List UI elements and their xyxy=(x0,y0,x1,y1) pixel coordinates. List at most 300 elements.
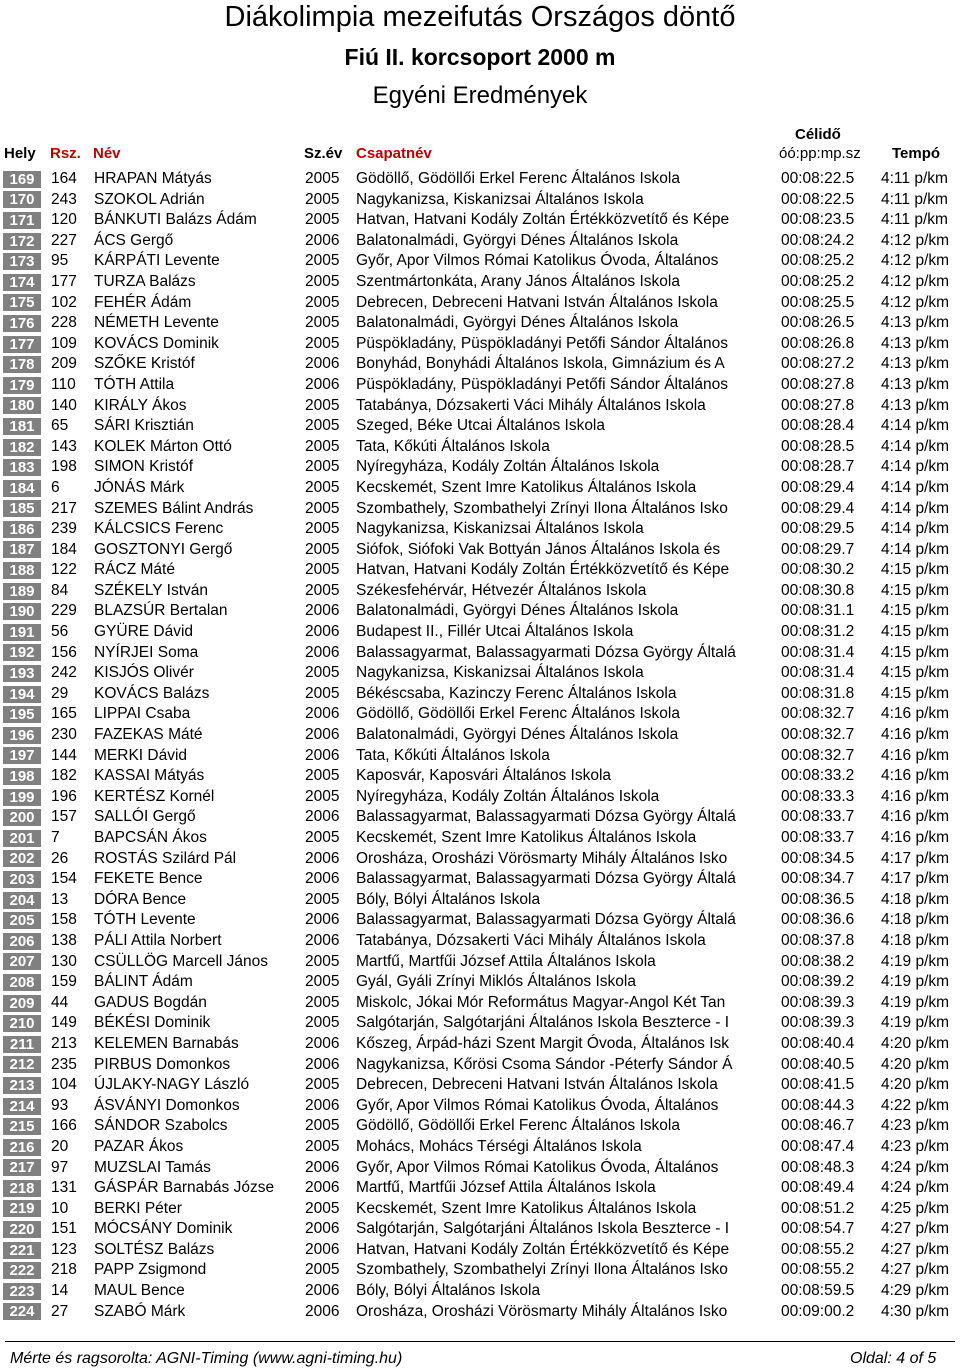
birth-year: 2006 xyxy=(305,643,340,661)
table-row xyxy=(0,931,960,952)
rank-badge: 197 xyxy=(3,747,41,764)
column-header-time: Célidő xyxy=(795,126,841,143)
birth-year: 2005 xyxy=(305,190,340,208)
rank-badge: 202 xyxy=(3,850,41,867)
birth-year: 2005 xyxy=(305,499,340,517)
bib-number: 184 xyxy=(51,540,77,558)
birth-year: 2006 xyxy=(305,1240,340,1258)
team-name: Balassagyarmat, Balassagyarmati Dózsa György Általá xyxy=(356,911,736,929)
table-row xyxy=(0,890,960,911)
athlete-name: KÁRPÁTI Levente xyxy=(94,252,220,270)
table-row xyxy=(0,663,960,684)
finish-time: 00:08:33.7 xyxy=(781,829,855,846)
rank-badge: 180 xyxy=(3,397,41,414)
finish-time: 00:08:29.7 xyxy=(781,540,855,558)
table-row xyxy=(0,766,960,787)
finish-time: 00:08:24.2 xyxy=(781,231,855,249)
team-name: Gödöllő, Gödöllői Erkel Ferenc Általános Iskola xyxy=(356,170,680,187)
finish-time: 00:08:26.8 xyxy=(781,334,855,352)
team-name: Gyál, Gyáli Zrínyi Miklós Általános Iskola xyxy=(356,973,636,991)
rank-badge: 224 xyxy=(3,1303,41,1320)
rank-badge: 171 xyxy=(3,212,41,229)
finish-time: 00:08:34.5 xyxy=(781,849,855,867)
rank-badge: 215 xyxy=(3,1118,41,1135)
finish-time: 00:08:25.5 xyxy=(781,293,855,311)
finish-time: 00:08:40.5 xyxy=(781,1055,855,1073)
pace: 4:17 p/km xyxy=(881,849,950,867)
birth-year: 2006 xyxy=(305,1220,340,1238)
bib-number: 239 xyxy=(51,520,77,538)
team-name: Tata, Kőkúti Általános Iskola xyxy=(356,746,550,764)
table-row xyxy=(0,293,960,314)
birth-year: 2005 xyxy=(305,520,340,538)
birth-year: 2006 xyxy=(305,1034,340,1052)
pace: 4:15 p/km xyxy=(881,561,950,579)
finish-time: 00:08:31.4 xyxy=(781,643,855,661)
birth-year: 2005 xyxy=(305,417,340,435)
team-name: Tatabánya, Dózsakerti Váci Mihály Általános Iskola xyxy=(356,396,706,414)
team-name: Nagykanizsa, Kiskanizsai Általános Iskola xyxy=(356,664,644,682)
birth-year: 2006 xyxy=(305,1179,340,1197)
team-name: Győr, Apor Vilmos Római Katolikus Óvoda, Általános xyxy=(356,252,719,270)
bib-number: 102 xyxy=(51,293,77,311)
birth-year: 2005 xyxy=(305,1076,340,1094)
bib-number: 20 xyxy=(51,1137,69,1155)
birth-year: 2005 xyxy=(305,1261,340,1279)
rank-badge: 209 xyxy=(3,995,41,1012)
finish-time: 00:08:28.4 xyxy=(781,417,855,435)
table-row xyxy=(0,499,960,520)
team-name: Hatvan, Hatvani Kodály Zoltán Értékközvetítő és Képe xyxy=(356,211,730,229)
athlete-name: HRAPAN Mátyás xyxy=(94,170,212,187)
rank-badge: 208 xyxy=(3,974,41,991)
rank-badge: 206 xyxy=(3,933,41,950)
rank-badge: 213 xyxy=(3,1077,41,1094)
bib-number: 93 xyxy=(51,1096,69,1114)
athlete-name: GADUS Bogdán xyxy=(94,993,207,1011)
pace: 4:14 p/km xyxy=(881,478,950,496)
birth-year: 2005 xyxy=(305,396,340,414)
table-row xyxy=(0,169,960,190)
rank-badge: 174 xyxy=(3,274,41,291)
table-row xyxy=(0,416,960,437)
finish-time: 00:08:30.8 xyxy=(781,581,855,599)
team-name: Martfű, Martfűi József Attila Általános Iskola xyxy=(356,1179,656,1197)
pace: 4:19 p/km xyxy=(881,993,950,1011)
team-name: Szentmártonkáta, Arany János Általános Iskola xyxy=(356,272,680,290)
birth-year: 2006 xyxy=(305,231,340,249)
athlete-name: BAPCSÁN Ákos xyxy=(94,829,207,846)
rank-badge: 189 xyxy=(3,583,41,600)
birth-year: 2006 xyxy=(305,1282,340,1300)
column-header-bib: Rsz. xyxy=(50,145,81,162)
bib-number: 230 xyxy=(51,726,77,744)
bib-number: 228 xyxy=(51,314,77,332)
finish-time: 00:08:41.5 xyxy=(781,1076,855,1094)
birth-year: 2005 xyxy=(305,334,340,352)
pace: 4:16 p/km xyxy=(881,705,950,723)
bib-number: 159 xyxy=(51,973,77,991)
pace: 4:15 p/km xyxy=(881,602,950,620)
bib-number: 242 xyxy=(51,664,77,682)
team-name: Orosháza, Orosházi Vörösmarty Mihály Általános Isko xyxy=(356,1302,728,1320)
table-row xyxy=(0,828,960,849)
table-row xyxy=(0,643,960,664)
team-name: Nagykanizsa, Kiskanizsai Általános Iskola xyxy=(356,190,644,208)
pace: 4:12 p/km xyxy=(881,252,950,270)
team-name: Martfű, Martfűi József Attila Általános Iskola xyxy=(356,952,656,970)
team-name: Gödöllő, Gödöllői Erkel Ferenc Általános Iskola xyxy=(356,705,680,723)
finish-time: 00:08:32.7 xyxy=(781,746,855,764)
bib-number: 227 xyxy=(51,231,77,249)
athlete-name: FEHÉR Ádám xyxy=(94,293,192,311)
pace: 4:13 p/km xyxy=(881,334,950,352)
birth-year: 2006 xyxy=(305,911,340,929)
team-name: Tatabánya, Dózsakerti Váci Mihály Általános Iskola xyxy=(356,931,706,949)
finish-time: 00:08:33.7 xyxy=(781,808,855,826)
table-row xyxy=(0,1158,960,1179)
pace: 4:24 p/km xyxy=(881,1158,950,1176)
team-name: Balassagyarmat, Balassagyarmati Dózsa György Általá xyxy=(356,870,736,888)
finish-time: 00:08:31.1 xyxy=(781,602,855,620)
rank-badge: 196 xyxy=(3,727,41,744)
athlete-name: ROSTÁS Szilárd Pál xyxy=(94,849,237,867)
bib-number: 182 xyxy=(51,767,77,785)
athlete-name: MAUL Bence xyxy=(94,1282,185,1300)
table-row xyxy=(0,807,960,828)
bib-number: 56 xyxy=(51,623,69,641)
bib-number: 218 xyxy=(51,1261,77,1279)
pace: 4:12 p/km xyxy=(881,293,950,311)
table-row xyxy=(0,457,960,478)
finish-time: 00:08:36.6 xyxy=(781,911,855,929)
athlete-name: TÓTH Attila xyxy=(94,375,175,393)
rank-badge: 186 xyxy=(3,521,41,538)
bib-number: 6 xyxy=(51,478,60,496)
rank-badge: 178 xyxy=(3,356,41,373)
team-name: Nyíregyháza, Kodály Zoltán Általános Iskola xyxy=(356,458,660,476)
athlete-name: ÁSVÁNYI Domonkos xyxy=(94,1096,240,1114)
team-name: Bóly, Bólyi Általános Iskola xyxy=(356,890,541,908)
rank-badge: 220 xyxy=(3,1221,41,1238)
birth-year: 2005 xyxy=(305,293,340,311)
athlete-name: NÉMETH Levente xyxy=(94,314,219,332)
athlete-name: GÁSPÁR Barnabás Józse xyxy=(94,1179,275,1197)
pace: 4:22 p/km xyxy=(881,1096,950,1114)
pace: 4:19 p/km xyxy=(881,1014,950,1032)
athlete-name: SÁNDOR Szabolcs xyxy=(94,1117,228,1135)
table-row xyxy=(0,869,960,890)
athlete-name: BERKI Péter xyxy=(94,1199,182,1217)
rank-badge: 177 xyxy=(3,336,41,353)
athlete-name: KOVÁCS Balázs xyxy=(94,684,210,702)
finish-time: 00:08:36.5 xyxy=(781,890,855,908)
team-name: Budapest II., Fillér Utcai Általános Iskola xyxy=(356,623,634,641)
birth-year: 2006 xyxy=(305,355,340,373)
pace: 4:14 p/km xyxy=(881,437,950,455)
birth-year: 2005 xyxy=(305,787,340,805)
birth-year: 2005 xyxy=(305,767,340,785)
birth-year: 2006 xyxy=(305,726,340,744)
team-name: Miskolc, Jókai Mór Református Magyar-Angol Két Tan xyxy=(356,993,726,1011)
birth-year: 2006 xyxy=(305,931,340,949)
finish-time: 00:08:39.2 xyxy=(781,973,855,991)
table-row xyxy=(0,746,960,767)
team-name: Hatvan, Hatvani Kodály Zoltán Értékközvetítő és Képe xyxy=(356,1240,730,1258)
rank-badge: 221 xyxy=(3,1242,41,1259)
athlete-name: KÁLCSICS Ferenc xyxy=(94,520,224,538)
birth-year: 2005 xyxy=(305,952,340,970)
column-header-name: Név xyxy=(93,145,121,162)
birth-year: 2005 xyxy=(305,581,340,599)
team-name: Székesfehérvár, Hétvezér Általános Iskola xyxy=(356,581,647,599)
rank-badge: 188 xyxy=(3,562,41,579)
table-row xyxy=(0,972,960,993)
table-row xyxy=(0,1013,960,1034)
birth-year: 2005 xyxy=(305,1199,340,1217)
pace: 4:13 p/km xyxy=(881,314,950,332)
table-row xyxy=(0,1240,960,1261)
athlete-name: CSÜLLÖG Marcell János xyxy=(94,952,269,970)
rank-badge: 170 xyxy=(3,191,41,208)
athlete-name: GOSZTONYI Gergő xyxy=(94,540,233,558)
team-name: Győr, Apor Vilmos Római Katolikus Óvoda, Általános xyxy=(356,1158,719,1176)
bib-number: 229 xyxy=(51,602,77,620)
rank-badge: 205 xyxy=(3,912,41,929)
pace: 4:20 p/km xyxy=(881,1076,950,1094)
pace: 4:14 p/km xyxy=(881,458,950,476)
rank-badge: 169 xyxy=(3,171,41,188)
birth-year: 2005 xyxy=(305,458,340,476)
finish-time: 00:08:29.4 xyxy=(781,499,855,517)
bib-number: 213 xyxy=(51,1034,77,1052)
column-header-time-format: óó:pp:mp.sz xyxy=(779,145,861,162)
pace: 4:16 p/km xyxy=(881,787,950,805)
finish-time: 00:08:39.3 xyxy=(781,1014,855,1032)
birth-year: 2006 xyxy=(305,1055,340,1073)
finish-time: 00:08:59.5 xyxy=(781,1282,855,1300)
team-name: Kaposvár, Kaposvári Általános Iskola xyxy=(356,767,612,785)
table-row xyxy=(0,1302,960,1323)
team-name: Nagykanizsa, Kőrösi Csoma Sándor -Péterfy Sándor Á xyxy=(356,1055,733,1073)
pace: 4:13 p/km xyxy=(881,396,950,414)
pace: 4:18 p/km xyxy=(881,890,950,908)
rank-badge: 217 xyxy=(3,1159,41,1176)
rank-badge: 192 xyxy=(3,644,41,661)
finish-time: 00:08:32.7 xyxy=(781,726,855,744)
bib-number: 198 xyxy=(51,458,77,476)
birth-year: 2006 xyxy=(305,870,340,888)
rank-badge: 175 xyxy=(3,294,41,311)
rank-badge: 184 xyxy=(3,480,41,497)
bib-number: 151 xyxy=(51,1220,77,1238)
table-row xyxy=(0,1260,960,1281)
pace: 4:23 p/km xyxy=(881,1117,950,1135)
column-header-pace: Tempó xyxy=(892,145,941,162)
birth-year: 2005 xyxy=(305,1117,340,1135)
team-name: Szeged, Béke Utcai Általános Iskola xyxy=(356,417,605,435)
team-name: Balatonalmádi, Györgyi Dénes Általános Iskola xyxy=(356,726,679,744)
table-row xyxy=(0,354,960,375)
birth-year: 2005 xyxy=(305,561,340,579)
team-name: Püspökladány, Püspökladányi Petőfi Sándor Általános xyxy=(356,334,728,352)
birth-year: 2006 xyxy=(305,705,340,723)
table-row xyxy=(0,1178,960,1199)
birth-year: 2005 xyxy=(305,170,340,187)
birth-year: 2006 xyxy=(305,623,340,641)
bib-number: 104 xyxy=(51,1076,77,1094)
bib-number: 110 xyxy=(51,375,76,393)
birth-year: 2005 xyxy=(305,252,340,270)
athlete-name: TURZA Balázs xyxy=(94,272,196,290)
team-name: Debrecen, Debreceni Hatvani István Általános Iskola xyxy=(356,293,718,311)
bib-number: 44 xyxy=(51,993,69,1011)
table-row xyxy=(0,396,960,417)
team-name: Siófok, Siófoki Vak Bottyán János Általános Iskola és xyxy=(356,540,721,558)
team-name: Békéscsaba, Kazinczy Ferenc Általános Iskola xyxy=(356,684,677,702)
bib-number: 120 xyxy=(51,211,77,229)
bib-number: 156 xyxy=(51,643,77,661)
athlete-name: KOLEK Márton Ottó xyxy=(94,437,232,455)
rank-badge: 204 xyxy=(3,892,41,909)
birth-year: 2005 xyxy=(305,272,340,290)
athlete-name: MUZSLAI Tamás xyxy=(94,1158,211,1176)
bib-number: 154 xyxy=(51,870,77,888)
athlete-name: SIMON Kristóf xyxy=(94,458,194,476)
athlete-name: BÁNKUTI Balázs Ádám xyxy=(94,211,257,229)
table-row xyxy=(0,334,960,355)
rank-badge: 214 xyxy=(3,1098,41,1115)
bib-number: 140 xyxy=(51,396,77,414)
rank-badge: 212 xyxy=(3,1056,41,1073)
rank-badge: 200 xyxy=(3,809,41,826)
table-row xyxy=(0,787,960,808)
finish-time: 00:08:27.8 xyxy=(781,396,855,414)
pace: 4:23 p/km xyxy=(881,1137,950,1155)
finish-time: 00:08:34.7 xyxy=(781,870,855,888)
athlete-name: FAZEKAS Máté xyxy=(94,726,203,744)
finish-time: 00:08:29.4 xyxy=(781,478,855,496)
bib-number: 109 xyxy=(51,334,77,352)
pace: 4:29 p/km xyxy=(881,1282,950,1300)
rank-badge: 193 xyxy=(3,665,41,682)
athlete-name: SZOKOL Adrián xyxy=(94,190,205,208)
pace: 4:15 p/km xyxy=(881,581,950,599)
team-name: Hatvan, Hatvani Kodály Zoltán Értékközvetítő és Képe xyxy=(356,561,730,579)
bib-number: 235 xyxy=(51,1055,77,1073)
team-name: Szombathely, Szombathelyi Zrínyi Ilona Általános Isko xyxy=(356,1261,728,1279)
finish-time: 00:08:33.3 xyxy=(781,787,855,805)
table-row xyxy=(0,849,960,870)
birth-year: 2006 xyxy=(305,1096,340,1114)
birth-year: 2006 xyxy=(305,602,340,620)
athlete-name: GYÜRE Dávid xyxy=(94,623,194,641)
page-number: Oldal: 4 of 5 xyxy=(850,1350,937,1367)
table-row xyxy=(0,704,960,725)
finish-time: 00:08:32.7 xyxy=(781,705,855,723)
pace: 4:15 p/km xyxy=(881,623,950,641)
finish-time: 00:08:28.5 xyxy=(781,437,855,455)
rank-badge: 195 xyxy=(3,706,41,723)
bib-number: 243 xyxy=(51,190,77,208)
rank-badge: 187 xyxy=(3,541,41,558)
team-name: Balatonalmádi, Györgyi Dénes Általános Iskola xyxy=(356,231,679,249)
bib-number: 10 xyxy=(51,1199,69,1217)
rank-badge: 179 xyxy=(3,377,41,394)
athlete-name: KISJÓS Olivér xyxy=(94,664,194,682)
athlete-name: MÓCSÁNY Dominik xyxy=(94,1220,233,1238)
birth-year: 2005 xyxy=(305,973,340,991)
bib-number: 157 xyxy=(51,808,77,826)
team-name: Nagykanizsa, Kiskanizsai Általános Iskola xyxy=(356,520,644,538)
birth-year: 2005 xyxy=(305,211,340,229)
bib-number: 131 xyxy=(51,1179,77,1197)
athlete-name: TÓTH Levente xyxy=(94,911,196,929)
team-name: Debrecen, Debreceni Hatvani István Általános Iskola xyxy=(356,1076,718,1094)
birth-year: 2006 xyxy=(305,1158,340,1176)
athlete-name: NYÍRJEI Soma xyxy=(94,643,199,661)
bib-number: 29 xyxy=(51,684,69,702)
athlete-name: ÁCS Gergő xyxy=(94,231,174,249)
column-header-year: Sz.év xyxy=(304,145,343,162)
finish-time: 00:08:47.4 xyxy=(781,1137,855,1155)
athlete-name: SOLTÉSZ Balázs xyxy=(94,1240,215,1258)
section-title: Egyéni Eredmények xyxy=(372,82,588,109)
rank-badge: 182 xyxy=(3,439,41,456)
rank-badge: 201 xyxy=(3,830,41,847)
table-row xyxy=(0,560,960,581)
finish-time: 00:08:40.4 xyxy=(781,1034,855,1052)
finish-time: 00:08:31.2 xyxy=(781,623,855,641)
pace: 4:20 p/km xyxy=(881,1055,950,1073)
bib-number: 177 xyxy=(51,272,77,290)
pace: 4:11 p/km xyxy=(881,170,948,187)
table-row xyxy=(0,1096,960,1117)
bib-number: 84 xyxy=(51,581,69,599)
athlete-name: JÓNÁS Márk xyxy=(94,478,185,496)
rank-badge: 223 xyxy=(3,1283,41,1300)
athlete-name: KOVÁCS Dominik xyxy=(94,334,219,352)
team-name: Balatonalmádi, Györgyi Dénes Általános Iskola xyxy=(356,602,679,620)
finish-time: 00:08:48.3 xyxy=(781,1158,855,1176)
pace: 4:16 p/km xyxy=(881,829,950,846)
team-name: Gödöllő, Gödöllői Erkel Ferenc Általános Iskola xyxy=(356,1117,680,1135)
birth-year: 2006 xyxy=(305,849,340,867)
pace: 4:15 p/km xyxy=(881,684,950,702)
table-row xyxy=(0,1281,960,1302)
athlete-name: BÁLINT Ádám xyxy=(94,973,193,991)
bib-number: 13 xyxy=(51,890,69,908)
athlete-name: MERKI Dávid xyxy=(94,746,188,764)
table-row xyxy=(0,1034,960,1055)
birth-year: 2005 xyxy=(305,478,340,496)
bib-number: 130 xyxy=(51,952,77,970)
finish-time: 00:08:49.4 xyxy=(781,1179,855,1197)
team-name: Bóly, Bólyi Általános Iskola xyxy=(356,1282,541,1300)
bib-number: 95 xyxy=(51,252,69,270)
team-name: Püspökladány, Püspökladányi Petőfi Sándor Általános xyxy=(356,375,728,393)
athlete-name: KERTÉSZ Kornél xyxy=(94,787,215,805)
birth-year: 2005 xyxy=(305,314,340,332)
finish-time: 00:08:46.7 xyxy=(781,1117,855,1135)
finish-time: 00:08:31.4 xyxy=(781,664,855,682)
finish-time: 00:08:55.2 xyxy=(781,1261,855,1279)
bib-number: 166 xyxy=(51,1117,77,1135)
pace: 4:27 p/km xyxy=(881,1240,950,1258)
rank-badge: 222 xyxy=(3,1262,41,1279)
bib-number: 97 xyxy=(51,1158,69,1176)
table-row xyxy=(0,313,960,334)
